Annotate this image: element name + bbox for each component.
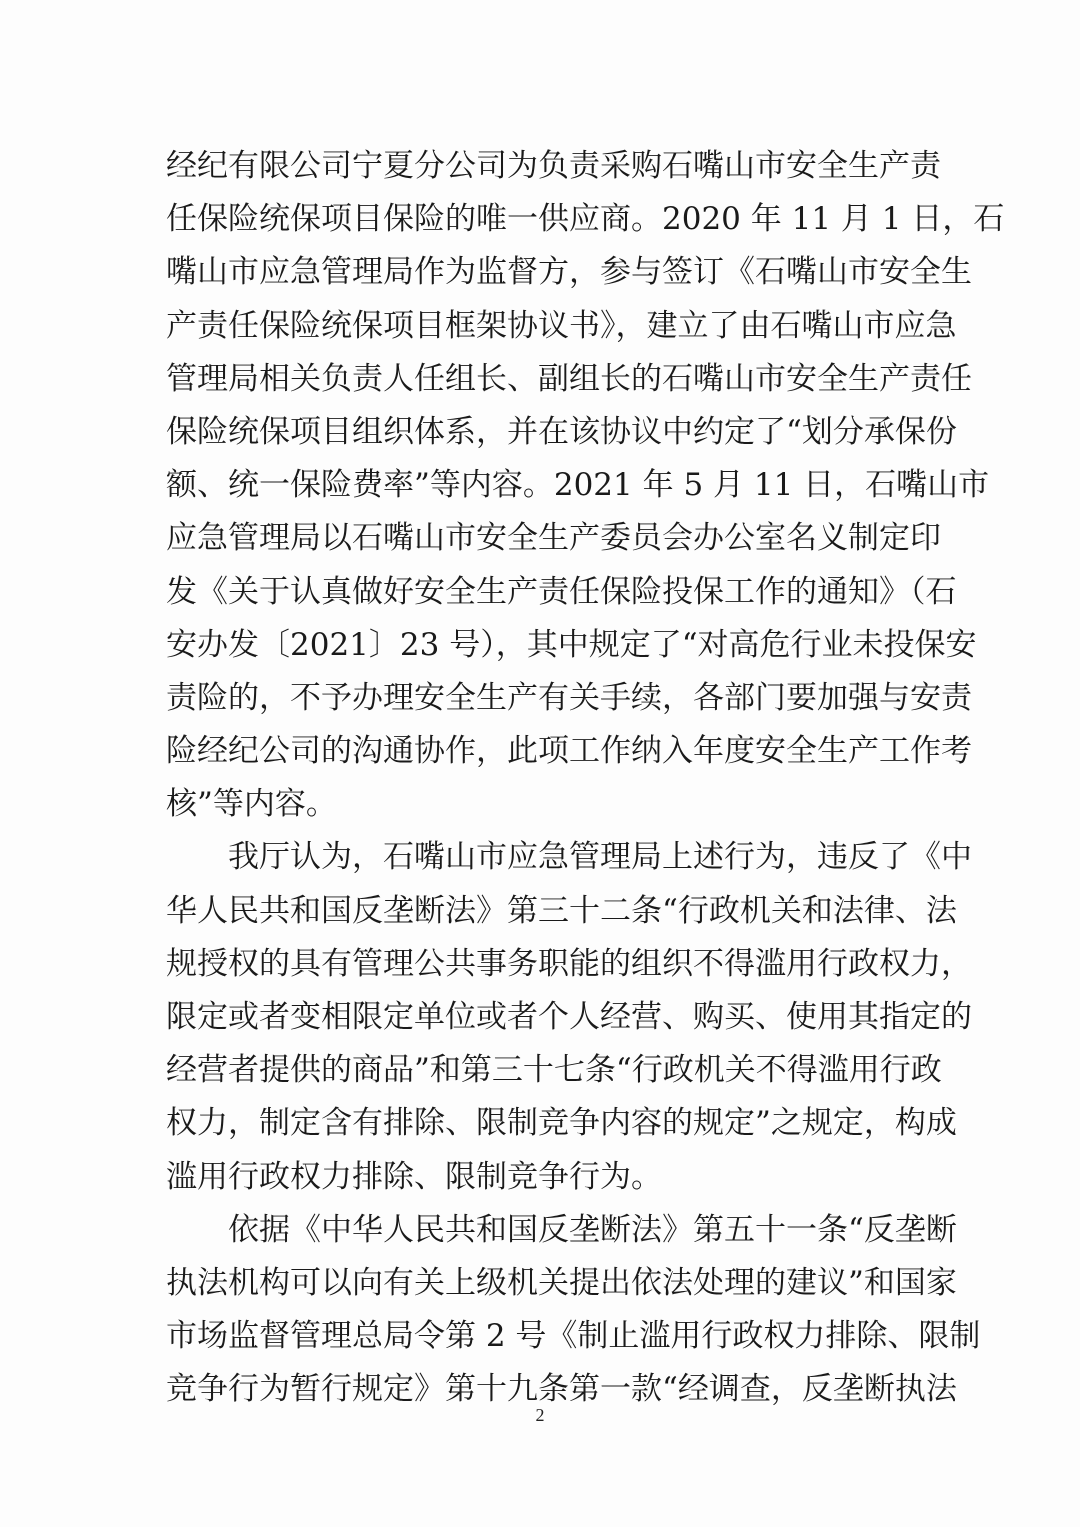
page-number: 2 xyxy=(535,1405,545,1425)
text-line: 额、统一保险费率”等内容。2021 年 5 月 11 日，石嘴山市 xyxy=(166,467,990,504)
text-line: 执法机构可以向有关上级机关提出依法处理的建议”和国家 xyxy=(166,1264,957,1301)
text-line: 应急管理局以石嘴山市安全生产委员会办公室名义制定印 xyxy=(166,520,941,557)
text-line: 嘴山市应急管理局作为监督方，参与签订《石嘴山市安全生 xyxy=(166,254,972,291)
text-line: 我厅认为，石嘴山市应急管理局上述行为，违反了《中 xyxy=(166,839,972,876)
text-line: 发《关于认真做好安全生产责任保险投保工作的通知》（石 xyxy=(166,573,957,610)
text-line: 险经纪公司的沟通协作，此项工作纳入年度安全生产工作考 xyxy=(166,733,972,770)
text-line: 市场监督管理总局令第 2 号《制止滥用行政权力排除、限制 xyxy=(166,1318,981,1355)
body-text xyxy=(166,140,1005,1417)
text-line: 竞争行为暂行规定》第十九条第一款“经调查，反垄断执法 xyxy=(166,1371,957,1408)
text-line: 依据《中华人民共和国反垄断法》第五十一条“反垄断 xyxy=(166,1211,957,1248)
text-line: 权力，制定含有排除、限制竞争内容的规定”之规定，构成 xyxy=(166,1105,957,1142)
text-line: 任保险统保项目保险的唯一供应商。2020 年 11 月 1 日，石 xyxy=(166,201,1005,238)
text-line: 安办发〔2021〕23 号），其中规定了“对高危行业未投保安 xyxy=(166,626,977,663)
text-line: 滥用行政权力排除、限制竞争行为。 xyxy=(166,1158,662,1195)
text-line: 责险的，不予办理安全生产有关手续，各部门要加强与安责 xyxy=(166,679,972,716)
text-line: 核”等内容。 xyxy=(166,786,337,823)
text-line: 保险统保项目组织体系，并在该协议中约定了“划分承保份 xyxy=(166,413,957,450)
text-line: 管理局相关负责人任组长、副组长的石嘴山市安全生产责任 xyxy=(166,360,972,397)
text-line: 华人民共和国反垄断法》第三十二条“行政机关和法律、法 xyxy=(166,892,957,929)
text-line: 产责任保险统保项目框架协议书》，建立了由石嘴山市应急 xyxy=(166,307,957,344)
text-line: 限定或者变相限定单位或者个人经营、购买、使用其指定的 xyxy=(166,999,972,1035)
text-line: 经纪有限公司宁夏分公司为负责采购石嘴山市安全生产责 xyxy=(166,148,941,184)
text-line: 规授权的具有管理公共事务职能的组织不得滥用行政权力， xyxy=(166,945,972,982)
text-line: 经营者提供的商品”和第三十七条“行政机关不得滥用行政 xyxy=(166,1052,942,1089)
